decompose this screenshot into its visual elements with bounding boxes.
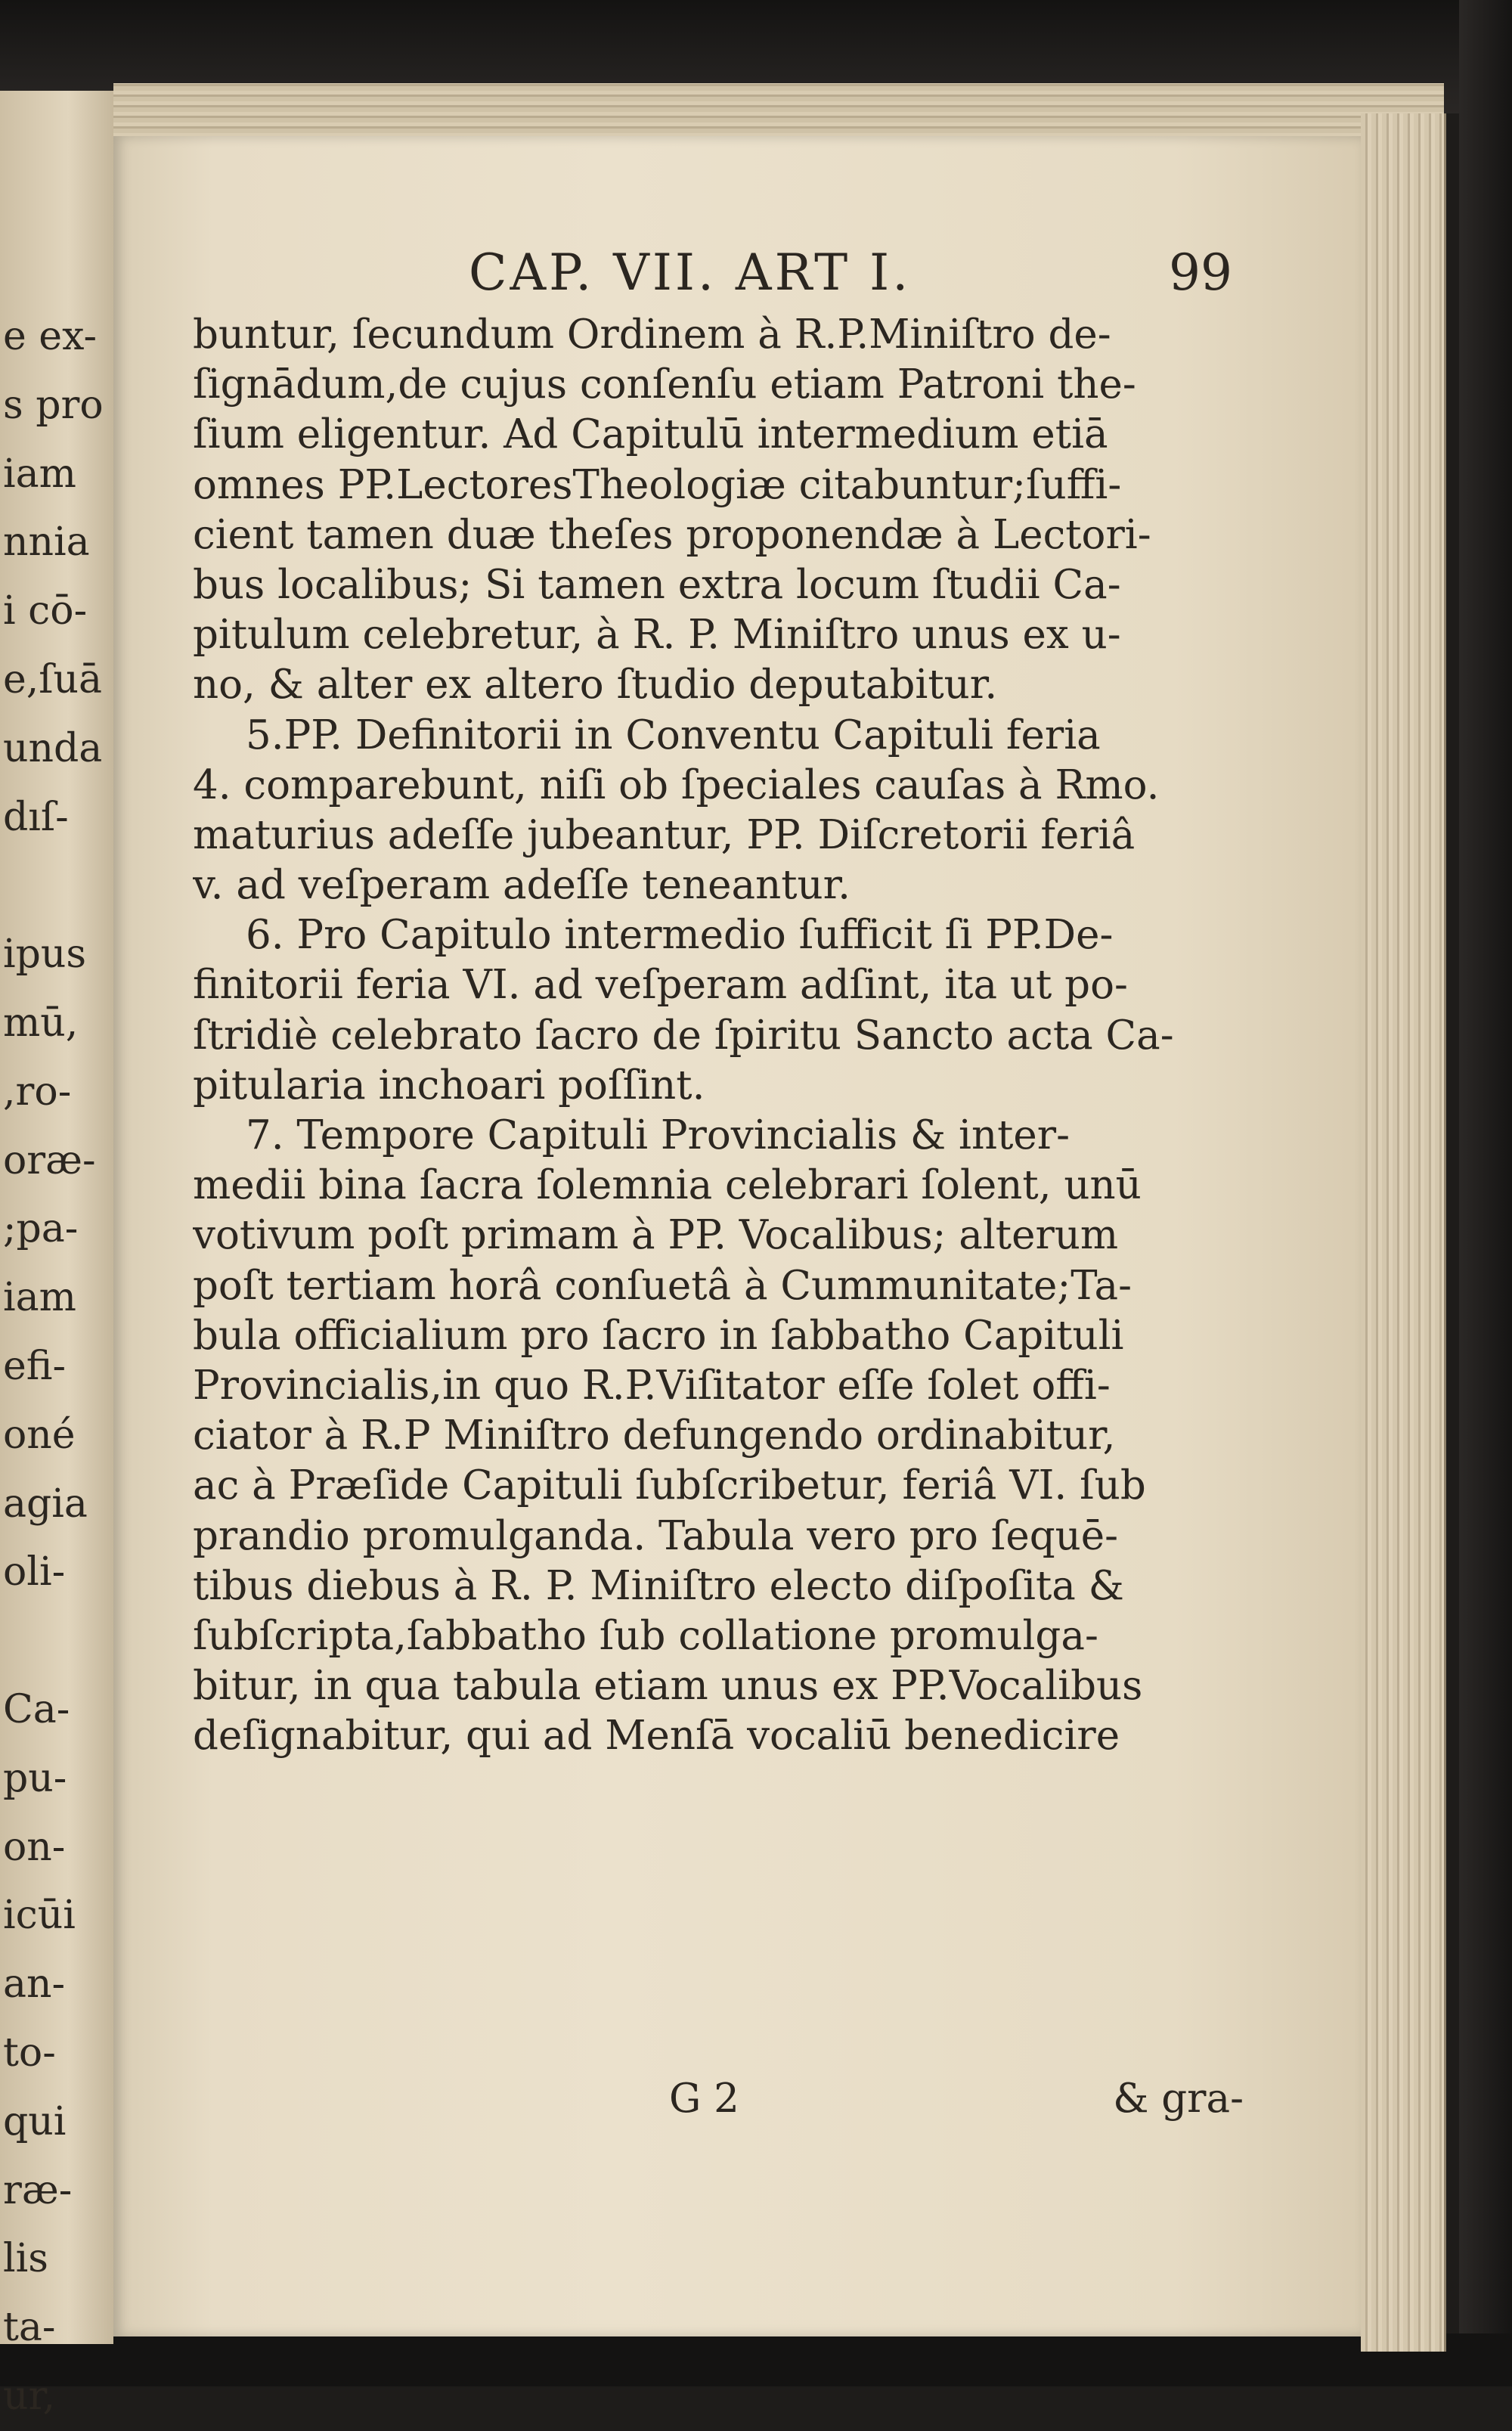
previous-page-fragment: ;pa- [3, 1206, 79, 1252]
previous-page-fragment: oli- [3, 1549, 66, 1595]
backdrop-right [1459, 0, 1512, 2386]
previous-page-fragment: ta- [3, 2305, 56, 2351]
text-line: finitorii feria VI. ad veſperam adſint, ita ut po- [193, 962, 1128, 1009]
previous-page-fragment: ,ro- [3, 1068, 72, 1115]
chapter-heading: CAP. VII. ART I. [469, 243, 912, 302]
text-line: 5.PP. Definitorii in Conventu Capituli feria [246, 712, 1101, 758]
text-line: ac à Præſide Capituli ſubſcribetur, feriâ VI. ſub [193, 1462, 1146, 1509]
text-line: 7. Tempore Capituli Provincialis & inter- [246, 1112, 1070, 1158]
text-line: buntur, ſecundum Ordinem à R.P.Miniſtro de- [193, 312, 1111, 358]
previous-page-fragment: Ca- [3, 1686, 70, 1732]
text-line: 6. Pro Capitulo intermedio ſufficit ſi PP.De- [246, 912, 1114, 959]
previous-page-fragment: s pro [3, 382, 104, 428]
text-line: cient tamen duæ theſes proponendæ à Lectori- [193, 511, 1151, 558]
previous-page-fragment: oræ- [3, 1137, 96, 1183]
text-line: omnes PP.LectoresTheologiæ citabuntur;ſuffi- [193, 461, 1122, 508]
previous-page-fragment: icūi [3, 1893, 76, 1939]
text-line: pitularia inchoari poſſint. [193, 1062, 705, 1109]
previous-page-fragment: dıſ- [3, 794, 69, 840]
previous-page-fragment: an- [3, 1961, 66, 2008]
signature-mark: G 2 [669, 2076, 739, 2122]
previous-page-fragment: oné [3, 1412, 76, 1458]
page-number: 99 [1169, 243, 1232, 302]
text-line: bus localibus; Si tamen extra locum ſtudii Ca- [193, 561, 1121, 608]
previous-page-fragment: ur, [3, 2373, 56, 2419]
previous-page-fragment: pu- [3, 1755, 67, 1801]
text-line: no, & alter ex altero ſtudio deputabitur. [193, 662, 998, 709]
previous-page-fragment: ræ- [3, 2167, 73, 2213]
previous-page-fragment: on- [3, 1824, 66, 1870]
text-line: prandio promulganda. Tabula vero pro ſequē- [193, 1512, 1119, 1559]
previous-page-fragment: unda [3, 725, 103, 771]
previous-page-fragment: to- [3, 2029, 56, 2076]
text-line: ciator à R.P Miniſtro defungendo ordinabitur, [193, 1412, 1116, 1459]
text-line: medii bina ſacra ſolemnia celebrari ſolent, unū [193, 1162, 1142, 1209]
text-line: 4. comparebunt, niſi ob ſpeciales cauſas à Rmo. [193, 761, 1160, 808]
previous-page-fragment: lis [3, 2236, 48, 2282]
top-page-edges [113, 83, 1444, 144]
previous-page-fragment: nnia [3, 519, 90, 566]
text-line: bitur, in qua tabula etiam unus ex PP.Vocalibus [193, 1663, 1143, 1710]
previous-page-fragment: iam [3, 1275, 76, 1321]
text-line: ſium eligentur. Ad Capitulū intermedium etiā [193, 411, 1108, 458]
catchword: & gra- [1113, 2076, 1244, 2122]
previous-page-fragment: iam [3, 451, 76, 497]
body-text [193, 310, 1244, 1761]
text-line: maturius adeſſe jubeantur, PP. Diſcretorii feriâ [193, 811, 1136, 858]
text-line: poſt tertiam horâ conſuetâ à Cummunitate;Ta- [193, 1262, 1132, 1309]
previous-page-fragment: e ex- [3, 314, 98, 359]
text-line: deſignabitur, qui ad Menſā vocaliū benedicire [193, 1713, 1120, 1760]
text-line: bula officialium pro ſacro in ſabbatho Capituli [193, 1312, 1124, 1359]
text-line: ſtridiè celebrato ſacro de ſpiritu Sancto acta Ca- [193, 1012, 1174, 1059]
text-line: ſubſcripta,ſabbatho ſub collatione promulga- [193, 1612, 1098, 1659]
right-page-edges [1361, 113, 1446, 2352]
text-line: ſignādum,de cujus conſenſu etiam Patroni the- [193, 361, 1136, 408]
previous-page-fragment [3, 1607, 109, 1676]
previous-page-fragment: e,ſuā [3, 656, 103, 702]
previous-page-fragment: efi- [3, 1343, 67, 1389]
previous-page-fragment: agia [3, 1481, 88, 1527]
text-line: v. ad veſperam adeſſe teneantur. [193, 862, 850, 909]
text-line: tibus diebus à R. P. Miniſtro electo diſpoſita & [193, 1562, 1124, 1609]
previous-page-fragment: ipus [3, 932, 87, 978]
previous-page-column [3, 302, 109, 2431]
text-line: pitulum celebretur, à R. P. Miniſtro unus ex u- [193, 612, 1121, 659]
previous-page-fragment [3, 851, 109, 920]
previous-page-fragment: qui [3, 2098, 67, 2144]
running-head [469, 243, 1232, 304]
page-footer [193, 2076, 1244, 2129]
previous-page-fragment: mū, [3, 1000, 79, 1046]
text-line: Provincialis,in quo R.P.Viſitator eſſe ſolet offi- [193, 1362, 1111, 1409]
backdrop-bottom [0, 2333, 1512, 2386]
text-line: votivum poſt primam à PP. Vocalibus; alterum [193, 1212, 1119, 1259]
previous-page-fragment: i cō- [3, 588, 88, 634]
